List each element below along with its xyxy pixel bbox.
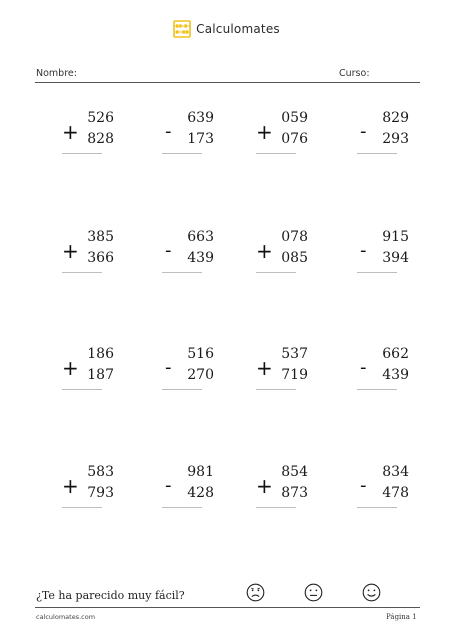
problem-10 bbox=[162, 346, 232, 394]
bottom-number: 439 bbox=[187, 250, 214, 266]
top-number: 829 bbox=[382, 110, 409, 126]
answer-line[interactable] bbox=[256, 272, 296, 273]
page-number bbox=[386, 613, 417, 621]
problem-7 bbox=[256, 229, 326, 277]
plus-sign: + bbox=[62, 356, 79, 380]
answer-line[interactable] bbox=[162, 507, 202, 508]
neutral-face-icon[interactable] bbox=[304, 583, 323, 602]
top-number: 385 bbox=[87, 229, 114, 245]
plus-sign: + bbox=[256, 474, 273, 498]
feedback-question: ¿Te ha parecido muy fácil? bbox=[36, 589, 185, 602]
top-number: 537 bbox=[281, 346, 308, 362]
top-number: 834 bbox=[382, 464, 409, 480]
plus-sign: + bbox=[256, 239, 273, 263]
page-label: Página bbox=[386, 613, 410, 621]
answer-line[interactable] bbox=[256, 507, 296, 508]
bottom-number: 270 bbox=[187, 367, 214, 383]
bottom-number: 719 bbox=[281, 367, 308, 383]
answer-line[interactable] bbox=[256, 153, 296, 154]
bottom-number: 173 bbox=[187, 131, 214, 147]
course-label: Curso: bbox=[339, 68, 370, 79]
bottom-number: 394 bbox=[382, 250, 409, 266]
abacus-icon bbox=[173, 20, 191, 38]
problem-3 bbox=[256, 110, 326, 158]
bottom-number: 085 bbox=[281, 250, 308, 266]
happy-face-icon[interactable] bbox=[362, 583, 381, 602]
answer-line[interactable] bbox=[357, 153, 397, 154]
answer-line[interactable] bbox=[162, 272, 202, 273]
problem-1 bbox=[62, 110, 132, 158]
problem-8 bbox=[357, 229, 427, 277]
answer-line[interactable] bbox=[62, 153, 102, 154]
top-number: 915 bbox=[382, 229, 409, 245]
problem-11 bbox=[256, 346, 326, 394]
sad-face-icon[interactable] bbox=[246, 583, 265, 602]
minus-sign: - bbox=[165, 240, 172, 261]
answer-line[interactable] bbox=[62, 272, 102, 273]
bottom-number: 428 bbox=[187, 485, 214, 501]
plus-sign: + bbox=[62, 474, 79, 498]
bottom-number: 873 bbox=[281, 485, 308, 501]
problem-16 bbox=[357, 464, 427, 512]
minus-sign: - bbox=[165, 121, 172, 142]
page-number-value: 1 bbox=[412, 613, 417, 621]
problem-14 bbox=[162, 464, 232, 512]
top-number: 186 bbox=[87, 346, 114, 362]
answer-line[interactable] bbox=[62, 389, 102, 390]
plus-sign: + bbox=[256, 356, 273, 380]
answer-line[interactable] bbox=[162, 389, 202, 390]
answer-line[interactable] bbox=[256, 389, 296, 390]
brand-name: Calculomates bbox=[196, 22, 280, 36]
bottom-number: 293 bbox=[382, 131, 409, 147]
problem-9 bbox=[62, 346, 132, 394]
top-number: 981 bbox=[187, 464, 214, 480]
problem-2 bbox=[162, 110, 232, 158]
minus-sign: - bbox=[360, 121, 367, 142]
problem-15 bbox=[256, 464, 326, 512]
top-number: 078 bbox=[281, 229, 308, 245]
minus-sign: - bbox=[360, 475, 367, 496]
answer-line[interactable] bbox=[357, 389, 397, 390]
bottom-number: 366 bbox=[87, 250, 114, 266]
answer-line[interactable] bbox=[162, 153, 202, 154]
bottom-number: 076 bbox=[281, 131, 308, 147]
minus-sign: - bbox=[165, 357, 172, 378]
problem-5 bbox=[62, 229, 132, 277]
bottom-number: 478 bbox=[382, 485, 409, 501]
brand-logo bbox=[173, 20, 280, 38]
top-number: 583 bbox=[87, 464, 114, 480]
problem-6 bbox=[162, 229, 232, 277]
minus-sign: - bbox=[360, 240, 367, 261]
bottom-number: 793 bbox=[87, 485, 114, 501]
answer-line[interactable] bbox=[357, 272, 397, 273]
answer-line[interactable] bbox=[357, 507, 397, 508]
plus-sign: + bbox=[62, 239, 79, 263]
problem-4 bbox=[357, 110, 427, 158]
footer-site: calculomates.com bbox=[36, 613, 96, 621]
bottom-number: 828 bbox=[87, 131, 114, 147]
top-number: 639 bbox=[187, 110, 214, 126]
name-label: Nombre: bbox=[36, 68, 77, 79]
top-number: 526 bbox=[87, 110, 114, 126]
top-number: 516 bbox=[187, 346, 214, 362]
plus-sign: + bbox=[62, 120, 79, 144]
answer-line[interactable] bbox=[62, 507, 102, 508]
top-number: 059 bbox=[281, 110, 308, 126]
student-info-row bbox=[35, 68, 420, 83]
top-number: 662 bbox=[382, 346, 409, 362]
top-number: 663 bbox=[187, 229, 214, 245]
minus-sign: - bbox=[165, 475, 172, 496]
problem-12 bbox=[357, 346, 427, 394]
plus-sign: + bbox=[256, 120, 273, 144]
bottom-number: 187 bbox=[87, 367, 114, 383]
minus-sign: - bbox=[360, 357, 367, 378]
top-number: 854 bbox=[281, 464, 308, 480]
bottom-number: 439 bbox=[382, 367, 409, 383]
footer-divider bbox=[35, 607, 420, 608]
problem-13 bbox=[62, 464, 132, 512]
brand-header bbox=[0, 20, 453, 42]
